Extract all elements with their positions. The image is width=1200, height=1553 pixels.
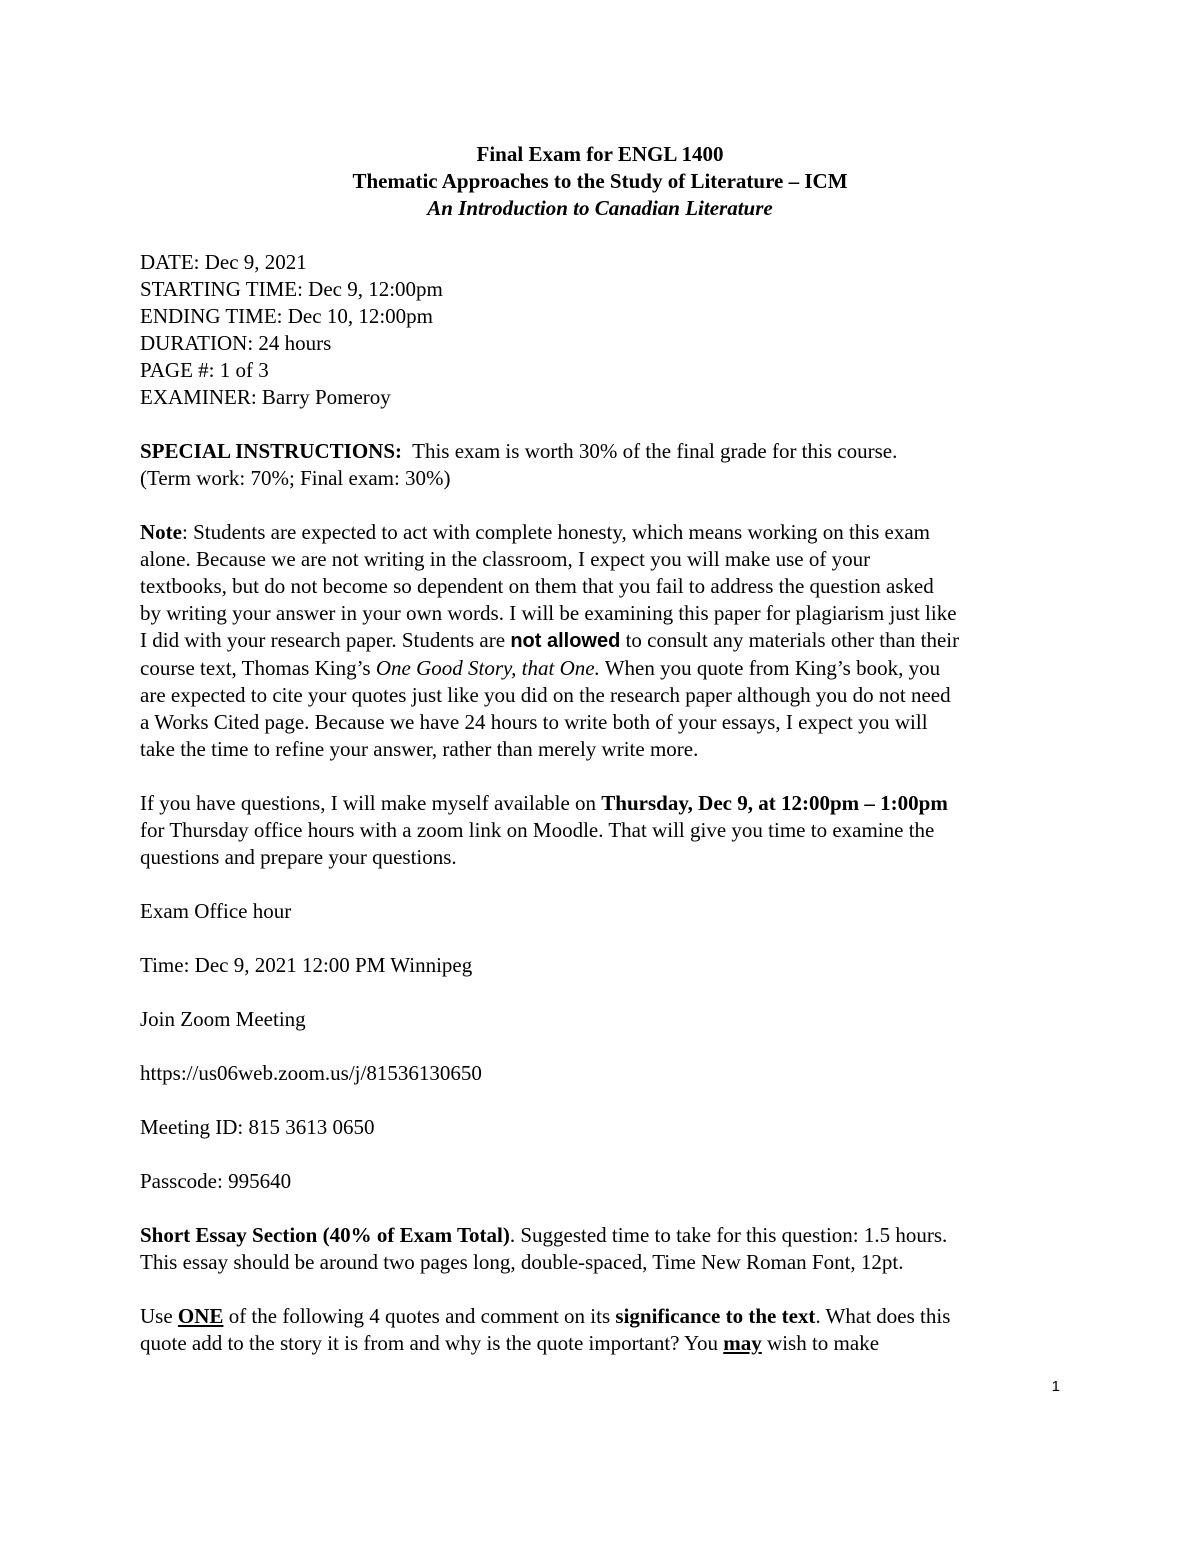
office-hours-line: questions and prepare your questions. xyxy=(140,845,457,869)
zoom-time: Time: Dec 9, 2021 12:00 PM Winnipeg xyxy=(140,953,473,977)
zoom-heading: Exam Office hour xyxy=(140,899,292,923)
note-line: course text, Thomas King’s xyxy=(140,656,376,680)
significance-emphasis: significance to the text xyxy=(615,1304,816,1328)
note-line: : Students are expected to act with complete honesty, which means working on this exam xyxy=(181,520,931,544)
exam-header xyxy=(140,141,1060,222)
office-hours-line: If you have questions, I will make myself available on xyxy=(140,791,602,815)
quote-line: quote add to the story it is from and why is the quote important? You xyxy=(140,1331,724,1355)
course-title: Thematic Approaches to the Study of Literature – ICM xyxy=(352,169,848,193)
short-essay-label: Short Essay Section (40% of Exam Total) xyxy=(140,1223,510,1247)
zoom-passcode: Passcode: 995640 xyxy=(140,1169,292,1193)
zoom-meeting-id: Meeting ID: 815 3613 0650 xyxy=(140,1115,375,1139)
note-line: are expected to cite your quotes just like you did on the research paper although you do not need xyxy=(140,683,951,707)
exam-title: Final Exam for ENGL 1400 xyxy=(476,142,724,166)
not-allowed-emphasis: not allowed xyxy=(510,630,621,652)
note-label: Note xyxy=(140,520,182,544)
quote-line: . What does this xyxy=(815,1304,951,1328)
note-line: to consult any materials other than their xyxy=(620,628,960,652)
note-line: alone. Because we are not writing in the classroom, I expect you will make use of your xyxy=(140,547,871,571)
note-line: I did with your research paper. Students are xyxy=(140,628,511,652)
short-essay-line: . Suggested time to take for this question: 1.5 hours. xyxy=(509,1223,948,1247)
exam-page-count: PAGE #: 1 of 3 xyxy=(140,358,269,382)
special-instructions-label: SPECIAL INSTRUCTIONS: xyxy=(140,439,402,463)
exam-date: DATE: Dec 9, 2021 xyxy=(140,250,307,274)
note-line: a Works Cited page. Because we have 24 hours to write both of your essays, I expect you will xyxy=(140,710,928,734)
course-subtitle: An Introduction to Canadian Literature xyxy=(427,196,773,220)
zoom-join: Join Zoom Meeting xyxy=(140,1007,306,1031)
quote-line: Use xyxy=(140,1304,178,1328)
note-line: textbooks, but do not become so dependent on them that you fail to address the question asked xyxy=(140,574,934,598)
short-essay-line: This essay should be around two pages long, double-spaced, Time New Roman Font, 12pt. xyxy=(140,1250,904,1274)
exam-examiner: EXAMINER: Barry Pomeroy xyxy=(140,385,391,409)
special-instructions xyxy=(140,438,1060,492)
exam-end-time: ENDING TIME: Dec 10, 12:00pm xyxy=(140,304,433,328)
note-line: by writing your answer in your own words. I will be examining this paper for plagiarism just like xyxy=(140,601,957,625)
exam-duration: DURATION: 24 hours xyxy=(140,331,332,355)
book-title: One Good Story, that One. xyxy=(375,656,600,680)
short-essay-section xyxy=(140,1222,1060,1276)
office-hours-line: for Thursday office hours with a zoom link on Moodle. That will give you time to examine the xyxy=(140,818,935,842)
exam-info xyxy=(140,249,1060,411)
note-line: take the time to refine your answer, rather than merely write more. xyxy=(140,737,699,761)
special-instructions-text: This exam is worth 30% of the final grade for this course. xyxy=(412,439,898,463)
exam-start-time: STARTING TIME: Dec 9, 12:00pm xyxy=(140,277,443,301)
quote-instructions xyxy=(140,1303,1060,1357)
note-line: When you quote from King’s book, you xyxy=(599,656,941,680)
page-content xyxy=(140,141,1060,1357)
quote-line: of the following 4 quotes and comment on its xyxy=(223,1304,616,1328)
zoom-link[interactable]: https://us06web.zoom.us/j/81536130650 xyxy=(140,1061,482,1085)
office-hours-time: Thursday, Dec 9, at 12:00pm – 1:00pm xyxy=(601,791,948,815)
may-emphasis: may xyxy=(723,1331,762,1355)
one-emphasis: ONE xyxy=(177,1304,224,1328)
honesty-note xyxy=(140,519,1060,763)
quote-line: wish to make xyxy=(761,1331,880,1355)
office-hours-info xyxy=(140,790,1060,871)
grade-breakdown: (Term work: 70%; Final exam: 30%) xyxy=(140,466,451,490)
page-number: 1 xyxy=(1051,1378,1060,1395)
